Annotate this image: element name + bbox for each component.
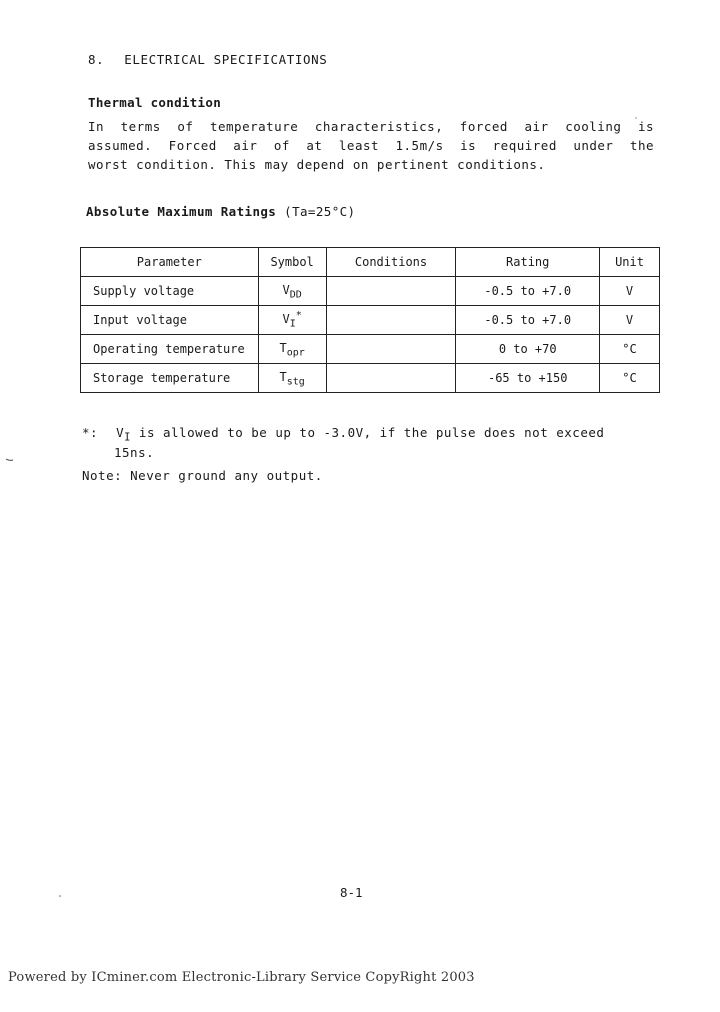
footnote-symbol: V — [116, 425, 125, 440]
symbol-subscript: DD — [289, 289, 302, 301]
symbol-subscript: stg — [286, 376, 305, 388]
thermal-line-1: In terms of temperature characteristics, forced air cooling is — [88, 119, 654, 134]
cell-parameter: Input voltage — [81, 306, 259, 335]
cell-parameter: Operating temperature — [81, 335, 259, 364]
section-title: ELECTRICAL SPECIFICATIONS — [124, 52, 328, 67]
page-number: 8-1 — [340, 885, 363, 900]
cell-unit: °C — [600, 335, 660, 364]
col-conditions: Conditions — [326, 248, 456, 277]
footnote-star-continued: 15ns. — [114, 445, 155, 460]
footnote-text: is allowed to be up to -3.0V, if the pulse does not exceed — [130, 425, 605, 440]
section-number: 8. — [88, 52, 105, 67]
cell-parameter: Supply voltage — [81, 277, 259, 306]
col-unit: Unit — [600, 248, 660, 277]
cell-parameter: Storage temperature — [81, 364, 259, 393]
ratings-heading-bold: Absolute Maximum Ratings — [86, 204, 277, 219]
footnote-symbol-subscript: I — [124, 431, 131, 444]
footer-copyright: Powered by ICminer.com Electronic-Library Service CopyRight 2003 — [8, 970, 475, 985]
cell-unit: V — [600, 277, 660, 306]
symbol-main: V — [282, 283, 290, 298]
cell-rating: -0.5 to +7.0 — [456, 277, 600, 306]
ratings-heading-condition: (Ta=25°C) — [276, 204, 356, 219]
thermal-line-2: assumed. Forced air of at least 1.5m/s is required under the — [88, 138, 654, 153]
thermal-heading: Thermal condition — [88, 95, 222, 110]
cell-unit: °C — [600, 364, 660, 393]
note-text: Note: Never ground any output. — [82, 468, 323, 483]
col-symbol: Symbol — [258, 248, 326, 277]
symbol-subscript: opr — [286, 347, 305, 359]
footnote-mark: *: — [82, 425, 99, 440]
symbol-superscript: * — [295, 310, 302, 322]
cell-rating: 0 to +70 — [456, 335, 600, 364]
cell-rating: -0.5 to +7.0 — [456, 306, 600, 335]
cell-unit: V — [600, 306, 660, 335]
symbol-subscript: I — [289, 318, 296, 330]
thermal-line-3: worst condition. This may depend on pertinent conditions. — [88, 157, 546, 172]
symbol-main: V — [282, 312, 290, 327]
symbol-main: T — [279, 370, 287, 385]
col-rating: Rating — [456, 248, 600, 277]
cell-rating: -65 to +150 — [456, 364, 600, 393]
symbol-main: T — [279, 341, 287, 356]
col-parameter: Parameter — [81, 248, 259, 277]
